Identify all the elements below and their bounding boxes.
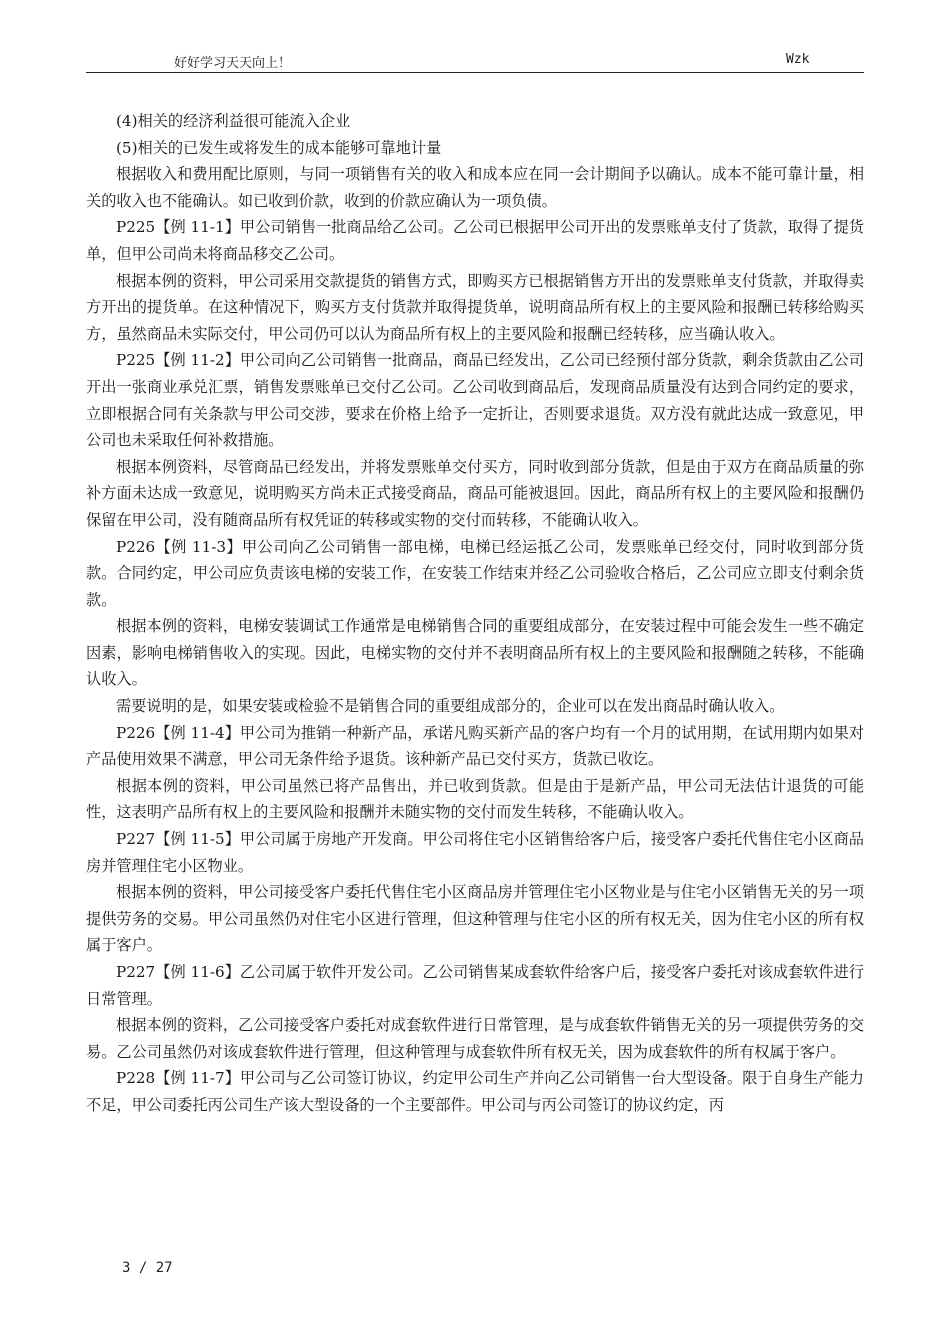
page-number: 3 / 27 <box>122 1260 173 1276</box>
paragraph: P227【例 11-5】甲公司属于房地产开发商。甲公司将住宅小区销售给客户后，接受客户委托代售住宅小区商品房并管理住宅小区物业。 <box>86 830 864 875</box>
paragraph: 根据本例的资料，甲公司虽然已将产品售出，并已收到货款。但是由于是新产品，甲公司无法估计退货的可能性，这表明产品所有权上的主要风险和报酬并未随实物的交付而发生转移，不能确认收入。 <box>86 776 864 822</box>
paragraph: 需要说明的是，如果安装或检验不是销售合同的重要组成部分的，企业可以在发出商品时确认收入。 <box>116 697 785 716</box>
paragraph: P227【例 11-6】乙公司属于软件开发公司。乙公司销售某成套软件给客户后，接受客户委托对该成套软件进行日常管理。 <box>86 963 864 1008</box>
paragraph: 根据本例的资料，甲公司接受客户委托代售住宅小区商品房并管理住宅小区物业是与住宅小区销售无关的另一项提供劳务的交易。甲公司虽然仍对住宅小区进行管理，但这种管理与住宅小区的所有权无关，因为住宅小区的所有权属于客户。 <box>86 883 864 955</box>
paragraph: (4)相关的经济利益很可能流入企业 <box>116 112 351 130</box>
paragraph: 根据本例的资料，乙公司接受客户委托对成套软件进行日常管理，是与成套软件销售无关的另一项提供劳务的交易。乙公司虽然仍对该成套软件进行管理，但这种管理与成套软件所有权无关，因为成套软件的所有权属于客户。 <box>86 1016 864 1061</box>
paragraph: 根据收入和费用配比原则，与同一项销售有关的收入和成本应在同一会计期间予以确认。成本不能可靠计量，相关的收入也不能确认。如已收到价款，收到的价款应确认为一项负债。 <box>86 165 864 210</box>
header-motto: 好好学习天天向上！ <box>174 56 292 71</box>
paragraph: 根据本例资料，尽管商品已经发出，并将发票账单交付买方，同时收到部分货款，但是由于双方在商品质量的弥补方面未达成一致意见，说明购买方尚未正式接受商品，商品可能被退回。因此，商品所有权上的主要风险和报酬仍保留在甲公司，没有随商品所有权凭证的转移或实物的交付而转移，不能确认收入。 <box>86 457 864 529</box>
paragraph: P228【例 11-7】甲公司与乙公司签订协议，约定甲公司生产并向乙公司销售一台大型设备。限于自身生产能力不足，甲公司委托丙公司生产该大型设备的一个主要部件。甲公司与丙公司签订的协议约定，丙 <box>86 1069 864 1114</box>
header-author: Wzk <box>786 52 810 67</box>
paragraph: (5)相关的已发生或将发生的成本能够可靠地计量 <box>116 138 442 157</box>
document-body <box>86 108 864 1119</box>
paragraph: 根据本例的资料，甲公司采用交款提货的销售方式，即购买方已根据销售方开出的发票账单支付货款，并取得卖方开出的提货单。在这种情况下，购买方支付货款并取得提货单，说明商品所有权上的主要风险和报酬已转移给购买方，虽然商品未实际交付，甲公司仍可以认为商品所有权上的主要风险和报酬已经转移，应当确认收入。 <box>86 271 864 343</box>
paragraph: P225【例 11-1】甲公司销售一批商品给乙公司。乙公司已根据甲公司开出的发票账单支付了货款，取得了提货单，但甲公司尚未将商品移交乙公司。 <box>86 218 864 263</box>
paragraph: P226【例 11-3】甲公司向乙公司销售一部电梯，电梯已经运抵乙公司，发票账单已经交付，同时收到部分货款。合同约定，甲公司应负责该电梯的安装工作，在安装工作结束并经乙公司验收合格后，乙公司应立即支付剩余货款。 <box>86 537 864 609</box>
paragraph: P226【例 11-4】甲公司为推销一种新产品，承诺凡购买新产品的客户均有一个月的试用期，在试用期内如果对产品使用效果不满意，甲公司无条件给予退货。该种新产品已交付买方，货款已收讫。 <box>86 723 864 769</box>
page-header <box>86 52 864 73</box>
paragraph: 根据本例的资料，电梯安装调试工作通常是电梯销售合同的重要组成部分，在安装过程中可能会发生一些不确定因素，影响电梯销售收入的实现。因此，电梯实物的交付并不表明商品所有权上的主要风险和报酬随之转移，不能确认收入。 <box>86 617 864 689</box>
paragraph: P225【例 11-2】甲公司向乙公司销售一批商品，商品已经发出，乙公司已经预付部分货款，剩余货款由乙公司开出一张商业承兑汇票，销售发票账单已交付乙公司。乙公司收到商品后，发现商品质量没有达到合同约定的要求，立即根据合同有关条款与甲公司交涉，要求在价格上给予一定折让，否则要求退货。双方没有就此达成一致意见，甲公司也未采取任何补救措施。 <box>86 351 864 450</box>
